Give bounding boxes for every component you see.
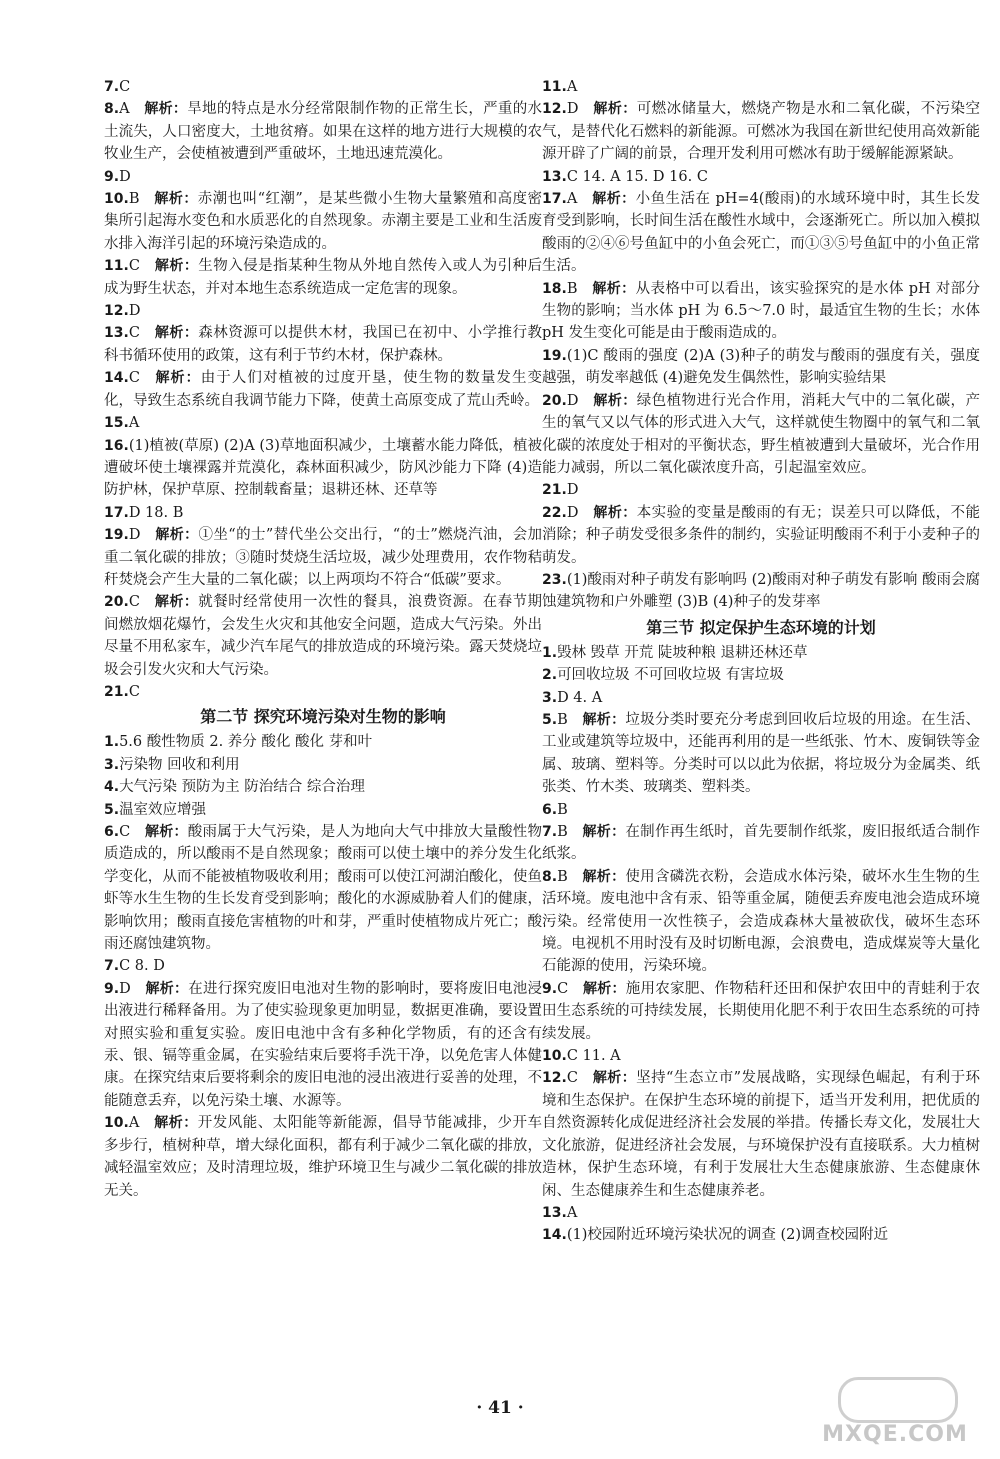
answer-text: C xyxy=(566,1070,578,1087)
answer-entry xyxy=(104,300,542,322)
answer-text: D xyxy=(566,101,579,118)
answer-entry xyxy=(542,821,980,866)
answer-entry xyxy=(104,435,542,502)
analysis-text: 旱地的特点是水分经常限制作物的正常生长，严重的水土流失，人口密度大，土地贫瘠。如果在这样的地方进行大规模的农牧业生产，会使植被遭到严重破坏，土地迅速荒漠化。 xyxy=(104,101,543,163)
question-number: 20. xyxy=(104,594,129,611)
question-number: 16. xyxy=(104,437,129,454)
question-number: 9. xyxy=(104,980,120,997)
answer-text: B xyxy=(128,191,140,208)
answer-entry xyxy=(104,502,542,524)
answer-entry xyxy=(104,524,542,591)
answer-text: D 4. A xyxy=(557,689,603,706)
answer-entry xyxy=(104,412,542,434)
question-number: 5. xyxy=(104,801,120,818)
answer-text: A xyxy=(128,1115,140,1132)
answer-entry xyxy=(542,345,980,390)
answer-text: D xyxy=(119,980,131,997)
question-number: 21. xyxy=(104,683,129,700)
question-number: 5. xyxy=(542,711,558,728)
analysis-label: 解析： xyxy=(154,370,201,387)
answer-entry xyxy=(542,502,980,569)
analysis-label: 解析： xyxy=(153,191,198,208)
answer-entry xyxy=(104,776,542,798)
question-number: 8. xyxy=(542,868,558,885)
answer-entry xyxy=(104,166,542,188)
answer-entry xyxy=(542,978,980,1045)
question-number: 7. xyxy=(542,824,558,840)
answer-text: C xyxy=(128,370,140,387)
question-number: 1. xyxy=(104,734,120,751)
question-number: 23. xyxy=(542,571,567,588)
answer-text: D xyxy=(119,168,131,185)
analysis-label: 解析： xyxy=(592,392,637,409)
answer-entry xyxy=(542,799,980,821)
question-number: 17. xyxy=(542,191,567,208)
answer-entry xyxy=(104,76,542,98)
question-number: 10. xyxy=(542,1048,567,1065)
question-number: 3. xyxy=(104,756,120,773)
answer-text: C xyxy=(128,325,140,342)
answer-text: B xyxy=(557,801,568,818)
answer-entry xyxy=(542,98,980,165)
answer-text: C xyxy=(119,79,131,95)
analysis-label: 解析： xyxy=(582,711,626,728)
answer-entry xyxy=(542,687,980,709)
analysis-text: 就餐时经常使用一次性的餐具，浪费资源。在春节期间燃放烟花爆竹，会发生火灾和其他安全问题，造成大气污染。外出尽量不用私家车，减少汽车尾气的排放造成的环境污染。露天焚烧垃圾会引发火灾和大气污染。 xyxy=(104,594,542,678)
analysis-label: 解析： xyxy=(154,527,199,544)
answer-text: B xyxy=(557,868,568,885)
analysis-label: 解析： xyxy=(591,280,636,297)
analysis-label: 解析： xyxy=(144,824,188,840)
answer-entry xyxy=(542,1224,980,1246)
question-number: 4. xyxy=(104,779,120,796)
answer-text: (1)校园附近环境污染状况的调查 (2)调查校园附近 xyxy=(566,1227,888,1244)
analysis-text: 从表格中可以看出，该实验探究的是水体 pH 对部分生物的影响；当水体 pH 为 6.5～7.0 时，最适宜生物的生长；水体 pH 发生变化可能是由于酸雨造成的。 xyxy=(542,280,981,342)
analysis-text: 由于人们对植被的过度开垦，使生物的数量发生变化，导致生态系统自我调节能力下降，使黄土高原变成了荒山秃岭。 xyxy=(104,370,543,409)
answer-text: C xyxy=(557,980,569,997)
answer-text: A xyxy=(119,101,130,118)
left-column xyxy=(104,76,542,1202)
answer-text: A xyxy=(566,191,578,208)
answer-entry xyxy=(104,799,542,821)
question-number: 14. xyxy=(104,370,129,387)
analysis-label: 解析： xyxy=(582,980,626,997)
analysis-text: 森林资源可以提供木材，我国已在初中、小学推行教科书循环使用的政策，这有利于节约木材，保护森林。 xyxy=(104,325,542,364)
answer-text: 温室效应增强 xyxy=(119,801,207,818)
analysis-text: 小鱼生活在 pH=4(酸雨)的水域环境中时，其生长发育受到影响，长时间生活在酸性水域中，会逐渐死亡。所以加入模拟酸雨的②④⑥号鱼缸中的小鱼会死亡，而①③⑤号鱼缸中的小鱼正常生活。 xyxy=(542,191,980,275)
answer-entry xyxy=(104,955,542,977)
question-number: 6. xyxy=(542,801,558,818)
analysis-label: 解析： xyxy=(592,504,637,521)
answer-text: D xyxy=(566,504,579,521)
section-title: 第二节 探究环境污染对生物的影响 xyxy=(200,707,446,727)
question-number: 14. xyxy=(542,1227,567,1244)
answer-entry xyxy=(542,709,980,799)
analysis-label: 解析： xyxy=(154,258,199,275)
answer-entry xyxy=(104,367,542,412)
analysis-label: 解析： xyxy=(591,191,636,208)
answer-entry xyxy=(104,255,542,300)
analysis-label: 解析： xyxy=(154,594,199,611)
answer-text: C xyxy=(128,258,140,275)
answer-text: (1)酸雨对种子萌发有影响吗 (2)酸雨对种子萌发有影响 酸雨会腐蚀建筑物和户外雕塑 (3)B (4)种子的发芽率 xyxy=(542,571,980,611)
question-number: 11. xyxy=(104,258,129,275)
answer-entry xyxy=(104,731,542,753)
answer-entry xyxy=(104,98,542,165)
question-number: 7. xyxy=(104,958,120,975)
answer-text: B xyxy=(566,280,578,297)
analysis-text: 垃圾分类时要充分考虑到回收后垃圾的用途。在生活、工业或建筑等垃圾中，还能再利用的是一些纸张、竹木、废铜铁等金属、玻璃、塑料等。分类时可以以此为依据，将垃圾分为金属类、纸张类、竹木类、玻璃类、塑料类。 xyxy=(542,711,981,796)
answer-entry xyxy=(542,479,980,501)
watermark-logo xyxy=(820,1377,970,1447)
answer-text: D xyxy=(128,303,141,320)
answer-entry xyxy=(104,681,542,703)
analysis-text: ①坐“的士”替代坐公交出行，“的士”燃烧汽油，会加重二氧化碳的排放；③随时焚烧生活垃圾，减少处理费用，农作物秸秆焚烧会产生大量的二氧化碳；以上两项均不符合“低碳”要求。 xyxy=(104,527,542,588)
answer-entry xyxy=(542,1045,980,1067)
analysis-text: 赤潮也叫“红潮”，是某些微小生物大量繁殖和高度密集所引起海水变色和水质恶化的自然现象。赤潮主要是工业和生活废水排入海洋引起的环境污染造成的。 xyxy=(104,191,543,252)
answer-text: A xyxy=(566,1204,578,1221)
question-number: 21. xyxy=(542,482,567,499)
answer-entry xyxy=(104,978,542,1112)
analysis-text: 本实验的变量是酸雨的有无；误差只可以降低，不能消除；种子萌发受很多条件的制约，实验证明酸雨不利于小麦种子的萌发。 xyxy=(542,504,981,566)
analysis-text: 酸雨属于大气污染，是人为地向大气中排放大量酸性物质造成的，所以酸雨不是自然现象；酸雨可以使土壤中的养分发生化学变化，从而不能被植物吸收利用；酸雨可以使江河湖泊酸化，使鱼虾等水生生物的生长发育受到影响；酸化的水源威胁着人们的健康，影响饮用；酸雨直接危害植物的叶和芽，严重时使植物成片死亡；酸雨还腐蚀建筑物。 xyxy=(104,824,543,953)
answer-text: 污染物 回收和利用 xyxy=(119,756,240,773)
analysis-text: 在制作再生纸时，首先要制作纸浆，废旧报纸适合制作纸浆。 xyxy=(542,824,981,863)
answer-text: A xyxy=(566,79,578,95)
question-number: 22. xyxy=(542,504,567,521)
analysis-text: 在进行探究废旧电池对生物的影响时，要将废旧电池浸出液进行稀释备用。为了使实验现象更加明显，数据更准确，要设置对照实验和重复实验。废旧电池中含有多种化学物质，有的还含有汞、银、镉等重金属，在实验结束后要将手洗干净，以免危害人体健康。在探究结束后要将剩余的废旧电池的浸出液进行妥善的处理，不能随意丢弃，以免污染土壤、水源等。 xyxy=(104,980,543,1109)
question-number: 8. xyxy=(104,101,120,118)
analysis-label: 解析： xyxy=(582,824,626,840)
question-number: 15. xyxy=(104,415,129,432)
question-number: 13. xyxy=(104,325,129,342)
answer-text: (1)植被(草原) (2)A (3)草地面积减少，土壤蓄水能力降低，植被遭破坏使土壤裸露并荒漠化，森林面积减少，防风沙能力下降 (4)造防护林，保护草原、控制载畜量；退耕还林、还草等 xyxy=(104,437,542,499)
question-number: 1. xyxy=(542,644,558,661)
right-column xyxy=(542,76,980,1247)
analysis-text: 生物入侵是指某种生物从外地自然传入或人为引种后成为野生状态，并对本地生态系统造成一定危害的现象。 xyxy=(104,258,542,297)
watermark-text: MXQE.COM xyxy=(822,1422,968,1447)
analysis-text: 开发风能、太阳能等新能源，倡导节能减排，少开车多步行，植树种草，增大绿化面积，都有利于减少二氧化碳的排放，减轻温室效应；及时清理垃圾，维护环境卫生与减少二氧化碳的排放无关。 xyxy=(104,1115,543,1199)
answer-text: D xyxy=(566,482,579,499)
question-number: 19. xyxy=(104,527,129,544)
question-number: 12. xyxy=(104,303,129,320)
question-number: 20. xyxy=(542,392,567,409)
question-number: 18. xyxy=(542,280,567,297)
answer-text: C xyxy=(128,594,140,611)
question-number: 10. xyxy=(104,191,129,208)
answer-entry xyxy=(542,76,980,98)
question-number: 6. xyxy=(104,824,120,840)
answer-text: B xyxy=(557,824,568,840)
answer-entry xyxy=(542,642,980,664)
answer-entry xyxy=(104,1112,542,1202)
answer-text: 毁林 毁草 开荒 陡坡种粮 退耕还林还草 xyxy=(557,644,808,661)
question-number: 2. xyxy=(542,667,558,684)
question-number: 7. xyxy=(104,79,120,95)
analysis-label: 解析： xyxy=(582,868,626,885)
answer-entry xyxy=(104,821,542,955)
answer-entry xyxy=(542,1067,980,1201)
answer-text: C xyxy=(128,683,140,700)
answer-text: D xyxy=(566,392,579,409)
question-number: 11. xyxy=(542,79,567,95)
question-number: 17. xyxy=(104,504,129,521)
answer-text: (1)C 酸雨的强度 (2)A (3)种子的萌发与酸雨的强度有关，强度越强，萌发率越低 (4)避免发生偶然性，影响实验结果 xyxy=(542,347,980,387)
question-number: 19. xyxy=(542,347,567,364)
question-number: 9. xyxy=(104,168,120,185)
analysis-text: 使用含磷洗衣粉，会造成水体污染，破坏水生生物的生活环境。废电池中含有汞、铅等重金属，随便丢弃废电池会造成环境污染。经常使用一次性筷子，会造成森林大量被砍伐，破坏生态环境。电视机不用时没有及时切断电源，会浪费电，造成煤炭等大量化石能源的使用，污染环境。 xyxy=(542,868,981,975)
analysis-label: 解析： xyxy=(144,101,188,118)
question-number: 12. xyxy=(542,101,567,118)
answer-entry xyxy=(542,664,980,686)
analysis-text: 绿色植物进行光合作用，消耗大气中的二氧化碳，产生的氧气又以气体的形式进入大气，这样就使生物圈中的氧气和二氧化碳的浓度处于相对的平衡状态，野生植被遭到大量破坏，光合作用能力减弱，所以二氧化碳浓度升高，引起温室效应。 xyxy=(542,392,981,476)
analysis-label: 解析： xyxy=(592,101,637,118)
analysis-text: 可燃冰储量大，燃烧产物是水和二氧化碳，不污染空气，是替代化石燃料的新能源。可燃冰为我国在新世纪使用高效新能源开辟了广阔的前景，合理开发利用可燃冰有助于缓解能源紧缺。 xyxy=(542,101,981,163)
question-number: 9. xyxy=(542,980,558,997)
answer-text: 5.6 酸性物质 2. 养分 酸化 酸化 芽和叶 xyxy=(119,734,373,751)
answer-entry xyxy=(542,569,980,614)
question-number: 13. xyxy=(542,168,567,185)
answer-text: D xyxy=(128,527,141,544)
answer-entry xyxy=(542,188,980,278)
question-number: 3. xyxy=(542,689,558,706)
analysis-text: 施用农家肥、作物秸秆还田和保护农田中的青蛙利于农田生态系统的可持续发展，长期使用化肥不利于农田生态系统的可持续发展。 xyxy=(542,980,981,1042)
analysis-label: 解析： xyxy=(154,325,199,342)
answer-text: 可回收垃圾 不可回收垃圾 有害垃圾 xyxy=(557,667,784,684)
watermark-badge-icon xyxy=(838,1377,958,1423)
answer-entry xyxy=(542,866,980,978)
analysis-label: 解析： xyxy=(145,980,189,997)
answer-text: C 14. A 15. D 16. C xyxy=(566,168,708,185)
answer-entry xyxy=(104,322,542,367)
question-number: 13. xyxy=(542,1204,567,1221)
section-title: 第三节 拟定保护生态环境的计划 xyxy=(646,617,876,637)
answer-text: C 11. A xyxy=(566,1048,621,1065)
answer-text: C xyxy=(119,824,131,840)
answer-text: B xyxy=(557,711,568,728)
answer-text: C 8. D xyxy=(119,958,165,975)
answer-entry xyxy=(104,188,542,255)
analysis-label: 解析： xyxy=(592,1070,637,1087)
question-number: 12. xyxy=(542,1070,567,1087)
answer-entry xyxy=(542,166,980,188)
analysis-label: 解析： xyxy=(153,1115,198,1132)
answer-entry xyxy=(542,390,980,480)
question-number: 10. xyxy=(104,1115,129,1132)
answer-entry xyxy=(104,754,542,776)
answer-entry xyxy=(104,591,542,681)
answer-entry xyxy=(542,1202,980,1224)
answer-text: 大气污染 预防为主 防治结合 综合治理 xyxy=(119,779,365,796)
analysis-text: 坚持“生态立市”发展战略，实现绿色崛起，有利于环境和生态保护。在保护生态环境的前提下，适当开发利用，把优质的自然资源转化成促进经济社会发展的举措。传播长寿文化，发展壮大文化旅游，促进经济社会发展，与环境保护没有直接联系。大力植树造林，保护生态环境，有利于发展壮大生态健康旅游、生态健康休闲、生态健康养生和生态健康养老。 xyxy=(542,1070,981,1199)
answer-text: A xyxy=(128,415,140,432)
answer-entry xyxy=(542,278,980,345)
answer-text: D 18. B xyxy=(128,504,184,521)
page-number: · 41 · xyxy=(476,1398,524,1418)
